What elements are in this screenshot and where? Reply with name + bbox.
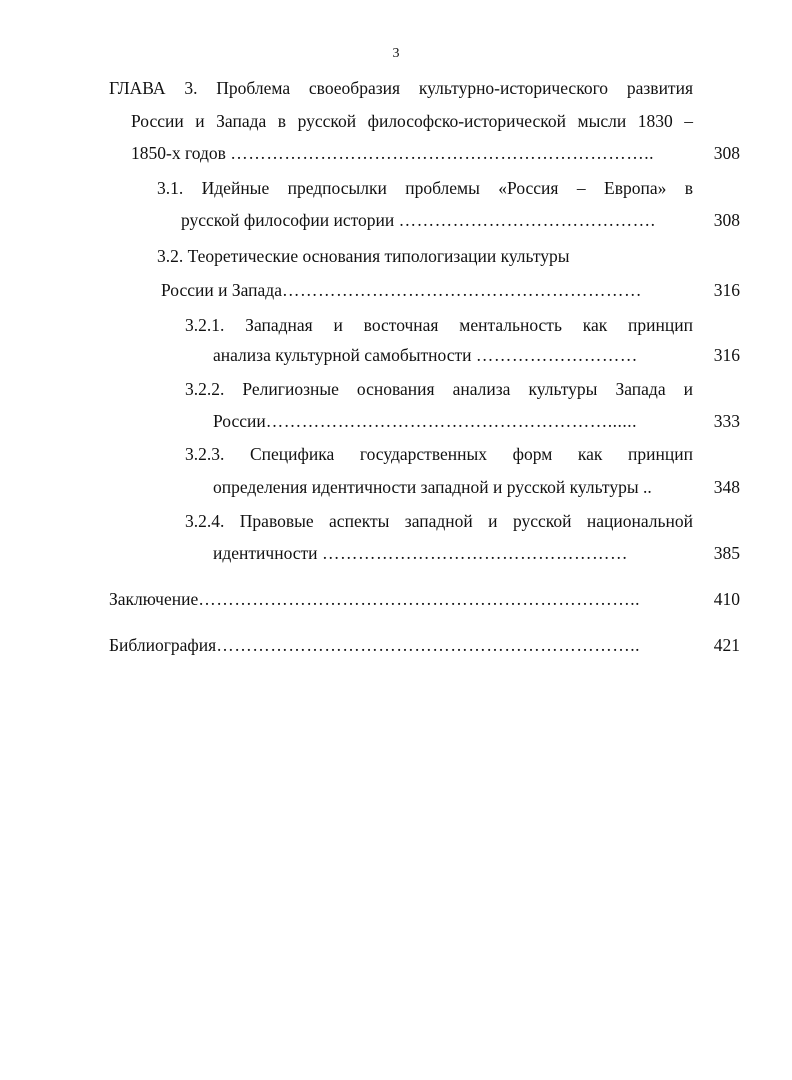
- toc-section-3-2-3-line1: 3.2.3. Специфика государственных форм как принцип: [185, 444, 693, 464]
- toc-section-3-2-1-line1: 3.2.1. Западная и восточная ментальность как принцип: [185, 315, 693, 335]
- toc-chapter3-line2: России и Запада в русской философско-исторической мысли 1830 –: [131, 111, 693, 131]
- toc-chapter3-line3: [131, 142, 691, 164]
- toc-bibliography-page: 421: [713, 635, 740, 655]
- toc-leader-dots: ………………………: [475, 345, 638, 365]
- page-number: 3: [392, 46, 400, 61]
- toc-section-3-2-1-line2: [213, 344, 691, 366]
- toc-leader-dots: ……………………………………………………: [281, 280, 642, 300]
- toc-bibliography-label: Библиография: [109, 635, 217, 655]
- toc-section-3-2-4-title-end: идентичности: [213, 543, 318, 563]
- toc-conclusion-label: Заключение: [109, 589, 199, 609]
- toc-section-3-1-line2: [181, 209, 691, 231]
- toc-leader-dots: ……………………………………………………………..: [230, 143, 654, 163]
- toc-section-3-2-1-page: 316: [713, 345, 740, 365]
- toc-section-3-2-1-title-end: анализа культурной самобытности: [213, 345, 472, 365]
- toc-section-3-2-title-end: России и Запада: [161, 280, 282, 300]
- toc-chapter3-page: 308: [713, 143, 740, 163]
- toc-section-3-2-2-line2: [213, 410, 691, 432]
- toc-section-3-1-page: 308: [713, 210, 740, 230]
- toc-section-3-2-line1: 3.2. Теоретические основания типологизации культуры: [157, 246, 570, 266]
- toc-section-3-2-2-line1: 3.2.2. Религиозные основания анализа культуры Запада и: [185, 379, 693, 399]
- toc-chapter3-line1: ГЛАВА 3. Проблема своеобразия культурно-исторического развития: [109, 78, 693, 98]
- toc-leader-dots: ……………………………………………………………..: [216, 635, 640, 655]
- toc-section-3-1-title-end: русской философии истории: [181, 210, 395, 230]
- toc-leader-dots: …………………………………………………......: [265, 411, 637, 431]
- toc-leader-dots: ……………………………………………: [321, 543, 628, 563]
- toc-section-3-1-line1: 3.1. Идейные предпосылки проблемы «Россия – Европа» в: [157, 178, 693, 198]
- toc-section-3-2-2-page: 333: [713, 411, 740, 431]
- toc-section-3-2-line2: [161, 279, 691, 301]
- toc-section-3-2-2-title-end: России: [213, 411, 266, 431]
- toc-conclusion-page: 410: [713, 589, 740, 609]
- toc-leader-dots: ………………………………………………………………..: [198, 589, 640, 609]
- toc-bibliography: [109, 634, 691, 656]
- toc-leader-dots: …………………………………….: [398, 210, 656, 230]
- toc-section-3-2-page: 316: [713, 280, 740, 300]
- toc-section-3-2-4-line2: [213, 542, 691, 564]
- toc-section-3-2-4-line1: 3.2.4. Правовые аспекты западной и русской национальной: [185, 511, 693, 531]
- toc-section-3-2-4-page: 385: [713, 543, 740, 563]
- toc-conclusion: [109, 588, 691, 610]
- toc-section-3-2-3-line2: определения идентичности западной и русской культуры ..: [213, 477, 652, 497]
- toc-chapter3-title-end: 1850-х годов: [131, 143, 226, 163]
- toc-section-3-2-3-page: 348: [713, 477, 740, 497]
